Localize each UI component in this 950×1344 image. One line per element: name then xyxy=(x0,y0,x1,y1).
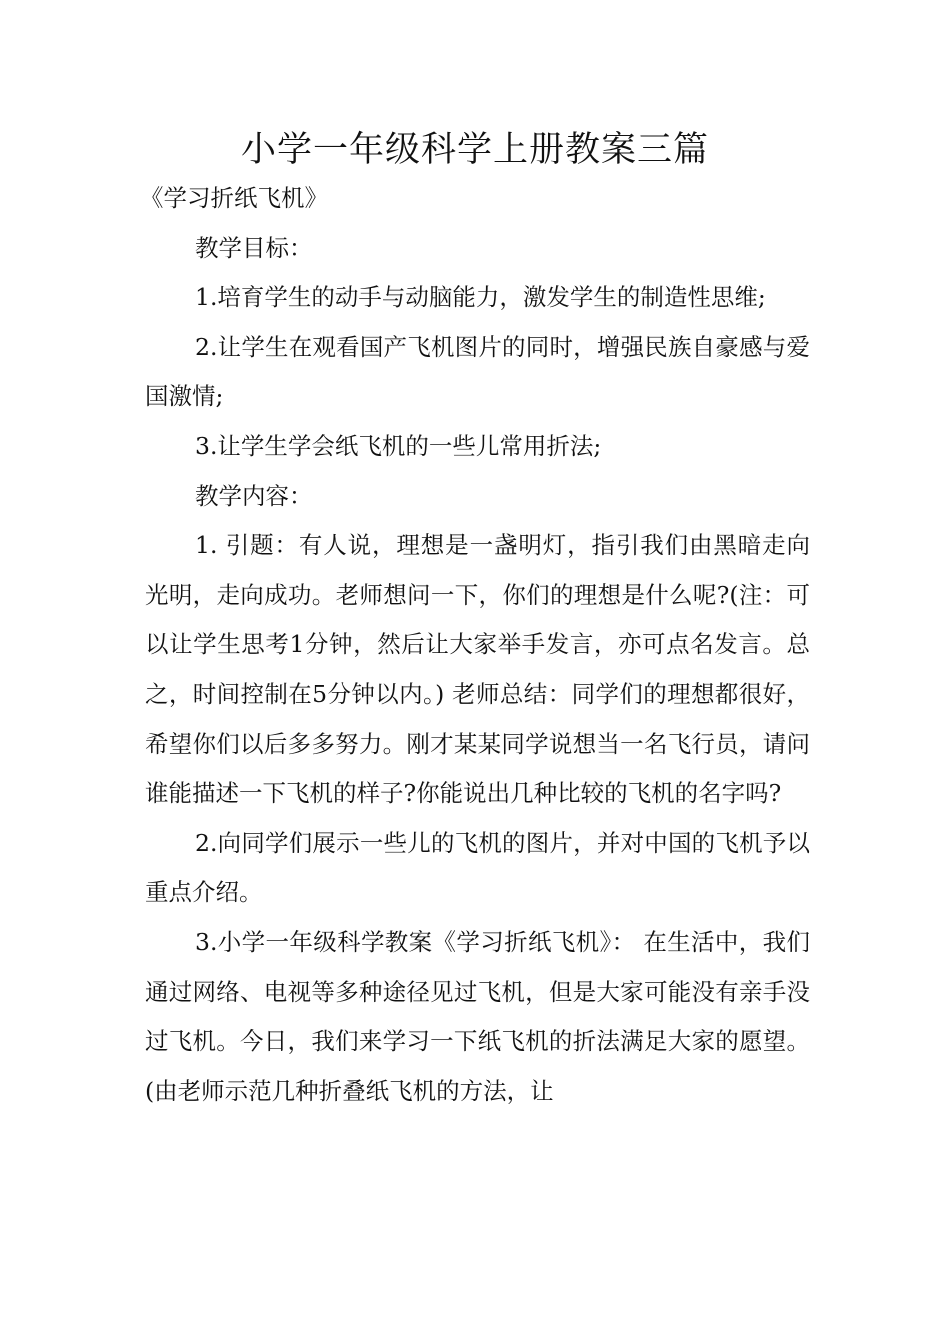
objective-2: 2.让学生在观看国产飞机图片的同时，增强民族自豪感与爱国激情; xyxy=(145,332,810,411)
document-body xyxy=(140,174,810,1116)
document-title: 小学一年级科学上册教案三篇 xyxy=(240,130,709,170)
objective-3: 3.让学生学会纸飞机的一些儿常用折法; xyxy=(195,431,602,460)
objective-1: 1.培育学生的动手与动脑能力，激发学生的制造性思维; xyxy=(195,283,766,312)
lesson-title: 《学习折纸飞机》 xyxy=(140,184,328,212)
content-step-1: 1. 引题：有人说，理想是一盏明灯，指引我们由黑暗走向光明，走向成功。老师想问一下，你们的理想是什么呢?(注：可以让学生思考1分钟，然后让大家举手发言，亦可点名发言。总之，时间控制在5分钟以内。) 老师总结：同学们的理想都很好，希望你们以后多多努力。刚才某某同学说想当一名飞行员，请问谁能描述一下飞机的样子?你能说出几种比较的飞机的名字吗? xyxy=(145,531,810,808)
section-heading-objectives: 教学目标： xyxy=(195,233,313,262)
section-heading-content: 教学内容： xyxy=(195,481,313,510)
content-step-3: 3.小学一年级科学教案《学习折纸飞机》： 在生活中，我们通过网络、电视等多种途径见过飞机，但是大家可能没有亲手没过飞机。今日，我们来学习一下纸飞机的折法满足大家的愿望。(由老师示范几种折叠纸飞机的方法，让 xyxy=(145,927,810,1105)
content-step-2: 2.向同学们展示一些儿的飞机的图片，并对中国的飞机予以重点介绍。 xyxy=(145,828,810,907)
